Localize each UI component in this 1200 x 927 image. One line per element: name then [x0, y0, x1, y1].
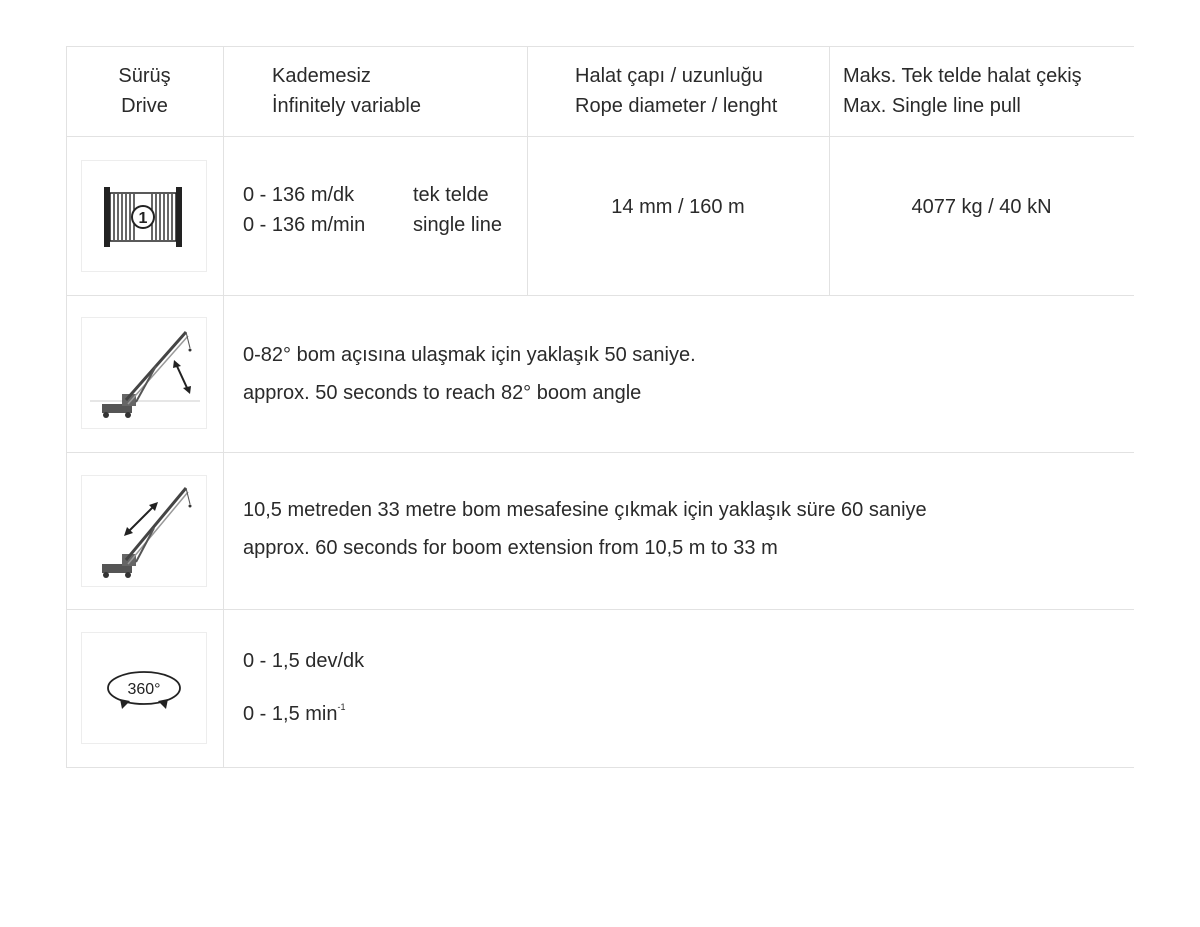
slewing-speed-tr: 0 - 1,5 dev/dk	[243, 650, 365, 672]
table-border-bottom	[66, 767, 1134, 768]
column-divider	[527, 46, 528, 295]
winch-line-type: tek telde single line	[413, 184, 502, 236]
telescoping-description: 10,5 metreden 33 metre bom mesafesine çıkmak için yaklaşık süre 60 saniye approx. 60 seconds for boom extension from 10,5 m to 33 m	[243, 499, 927, 559]
boom-extension-icon	[81, 475, 207, 587]
crane-luffing-icon	[82, 318, 206, 428]
column-divider	[223, 46, 224, 768]
svg-text:1: 1	[138, 210, 148, 227]
slewing-speed-en: 0 - 1,5 $\min^{-1}$	[243, 702, 346, 725]
rope-value: 14 mm / 160 m	[611, 196, 745, 218]
row-divider	[66, 452, 1134, 453]
row-divider	[66, 295, 1134, 296]
table-border-top	[66, 46, 1134, 47]
winch-speed: 0 - 136 m/dk 0 - 136 m/min	[243, 184, 366, 236]
svg-text:360°: 360°	[127, 681, 161, 698]
header-rope: Halat çapı / uzunluğu Rope diameter / lenght	[575, 65, 778, 117]
column-divider	[829, 46, 830, 295]
boom-luffing-icon	[81, 317, 207, 429]
table-border-left	[66, 46, 67, 768]
winch-drum-icon	[82, 161, 206, 271]
header-variable: Kademesiz İnfinitely variable	[272, 65, 421, 117]
crane-telescope-icon	[82, 476, 206, 586]
pull-value: 4077 kg / 40 kN	[911, 196, 1052, 218]
row-divider	[66, 609, 1134, 610]
header-drive: Sürüş Drive	[118, 65, 171, 117]
winch-icon	[81, 160, 207, 272]
luffing-description: 0-82° bom açısına ulaşmak için yaklaşık 50 saniye. approx. 50 seconds to reach 82° boom angle	[243, 344, 696, 404]
rotate-360-icon	[82, 633, 206, 743]
row-divider	[66, 136, 1134, 137]
spec-table	[66, 46, 1134, 768]
slewing-icon	[81, 632, 207, 744]
header-pull: Maks. Tek telde halat çekiş Max. Single line pull	[843, 65, 1082, 117]
